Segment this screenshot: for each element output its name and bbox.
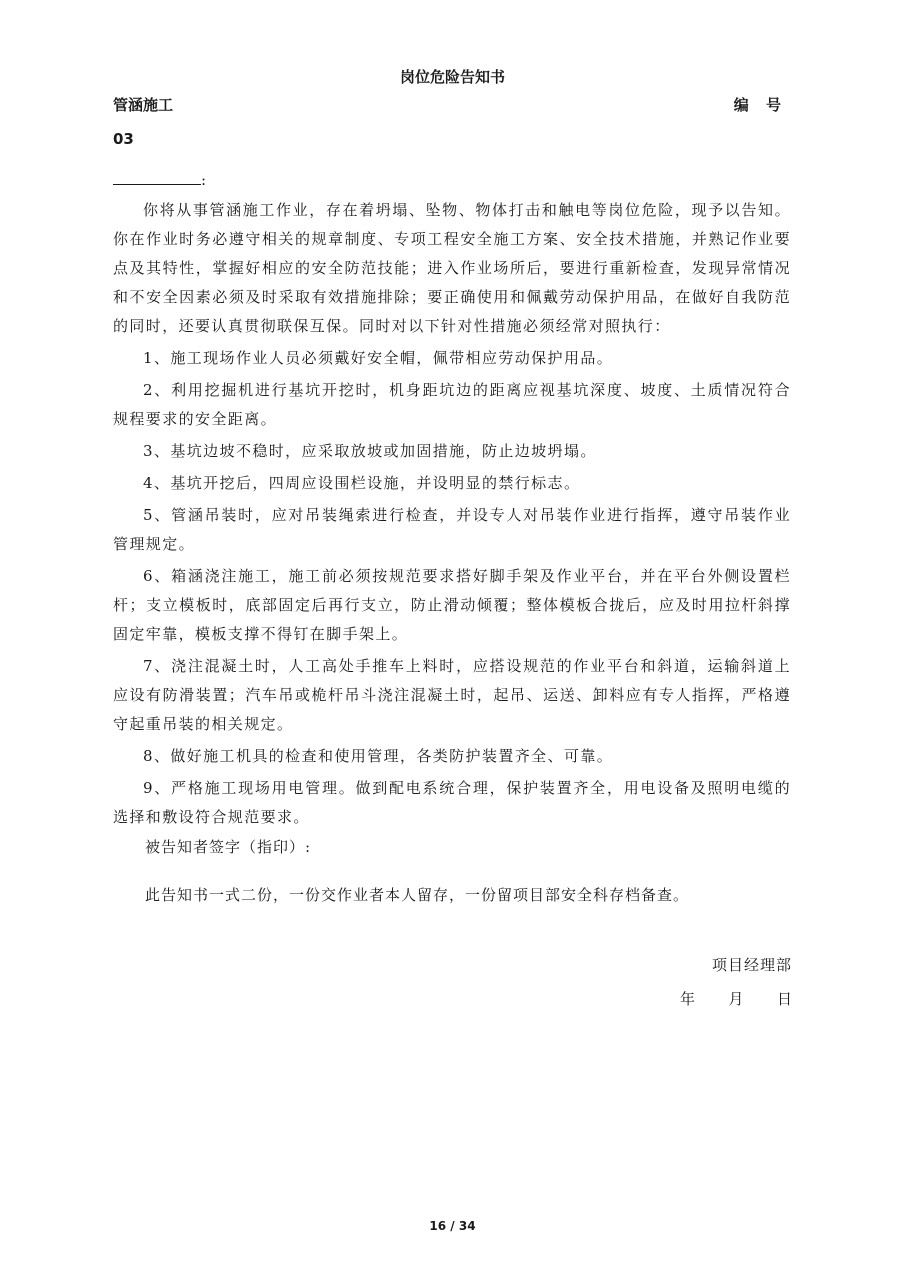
page-number: 16 / 34 — [429, 1219, 476, 1233]
copies-note: 此告知书一式二份，一份交作业者本人留存，一份留项目部安全科存档备查。 — [145, 886, 690, 904]
document-title: 岗位危险告知书 — [399, 68, 505, 86]
number-label: 编 号 — [733, 96, 787, 114]
notice-body — [113, 196, 791, 832]
addressee-colon: : — [201, 171, 207, 189]
list-item: 6、箱涵浇注施工，施工前必须按规范要求搭好脚手架及作业平台，并在平台外侧设置栏杆；支立模板时，底部固定后再行支立，防止滑动倾覆；整体模板合拢后，应及时用拉杆斜撑固定牢靠，模板支撑不得钉在脚手架上。 — [113, 567, 791, 643]
work-type-label: 管涵施工 — [113, 96, 174, 114]
date-month: 月 — [728, 990, 744, 1008]
list-item: 9、严格施工现场用电管理。做到配电系统合理，保护装置齐全，用电设备及照明电缆的选择和敷设符合规范要求。 — [113, 779, 791, 826]
list-item: 7、浇注混凝土时，人工高处手推车上料时，应搭设规范的作业平台和斜道，运输斜道上应设有防滑装置；汽车吊或桅杆吊斗浇注混凝土时，起吊、运送、卸料应有专人指挥，严格遵守起重吊装的相关规定。 — [113, 657, 791, 733]
department-label: 项目经理部 — [711, 956, 792, 974]
signature-label: 被告知者签字（指印）: — [145, 838, 312, 856]
addressee-line — [113, 170, 206, 189]
date-year: 年 — [680, 990, 696, 1008]
date-line — [680, 988, 792, 1009]
list-item: 2、利用挖掘机进行基坑开挖时，机身距坑边的距离应视基坑深度、坡度、土质情况符合规程要求的安全距离。 — [113, 381, 791, 428]
list-item: 1、施工现场作业人员必须戴好安全帽，佩带相应劳动保护用品。 — [143, 349, 614, 367]
list-item: 8、做好施工机具的检查和使用管理，各类防护装置齐全、可靠。 — [143, 747, 614, 765]
intro-paragraph: 你将从事管涵施工作业，存在着坍塌、坠物、物体打击和触电等岗位危险，现予以告知。你在作业时务必遵守相关的规章制度、专项工程安全施工方案、安全技术措施，并熟记作业要点及其特性，掌握好相应的安全防范技能；进入作业场所后，要进行重新检查，发现异常情况和不安全因素必须及时采取有效措施排除；要正确使用和佩戴劳动保护用品，在做好自我防范的同时，还要认真贯彻联保互保。同时对以下针对性措施必须经常对照执行： — [113, 201, 791, 335]
date-day: 日 — [776, 990, 792, 1008]
addressee-blank — [113, 170, 201, 185]
list-item: 3、基坑边坡不稳时，应采取放坡或加固措施，防止边坡坍塌。 — [143, 442, 597, 460]
list-item: 4、基坑开挖后，四周应设围栏设施，并设明显的禁行标志。 — [143, 474, 581, 492]
document-number: 03 — [113, 130, 134, 148]
list-item: 5、管涵吊装时，应对吊装绳索进行检查，并设专人对吊装作业进行指挥，遵守吊装作业管理规定。 — [113, 506, 791, 553]
